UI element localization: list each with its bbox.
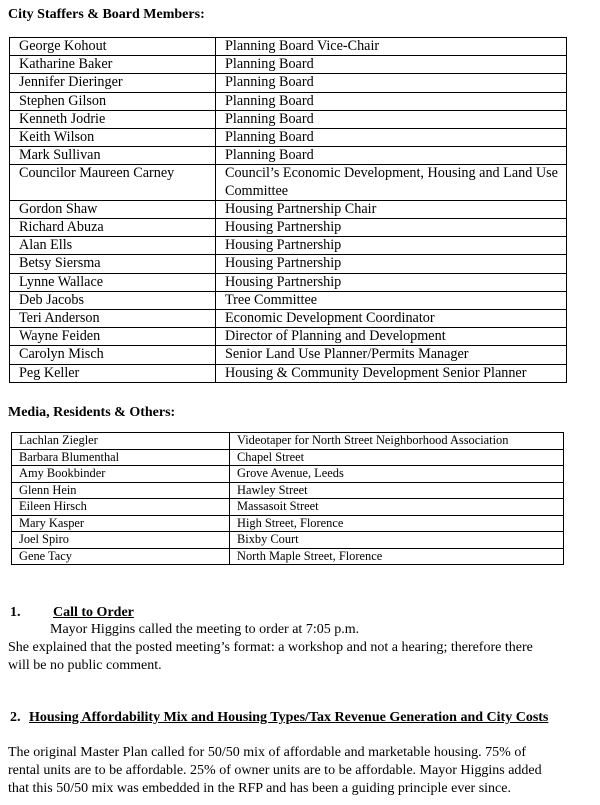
name-cell: Lynne Wallace bbox=[10, 273, 216, 291]
media-row bbox=[12, 449, 564, 466]
section-2-text-line: that this 50/50 mix was embedded in the RFP and has been a guiding principle ever since. bbox=[8, 781, 511, 796]
section-1-number: 1. bbox=[10, 605, 21, 620]
role-cell: Planning Board bbox=[216, 56, 567, 74]
staff-row bbox=[10, 291, 567, 309]
staff-row bbox=[10, 74, 567, 92]
name-cell: Eileen Hirsch bbox=[12, 499, 230, 516]
name-cell: Jennifer Dieringer bbox=[10, 74, 216, 92]
name-cell: Barbara Blumenthal bbox=[12, 449, 230, 466]
staff-row bbox=[10, 110, 567, 128]
media-row bbox=[12, 466, 564, 483]
role-cell: Massasoit Street bbox=[230, 499, 564, 516]
role-cell: Director of Planning and Development bbox=[216, 328, 567, 346]
role-cell: Planning Board Vice-Chair bbox=[216, 38, 567, 56]
section-1-text-line: Mayor Higgins called the meeting to order at 7:05 p.m. bbox=[50, 622, 360, 637]
staff-row bbox=[10, 346, 567, 364]
name-cell: Gordon Shaw bbox=[10, 200, 216, 218]
staff-row bbox=[10, 364, 567, 382]
role-cell: Planning Board bbox=[216, 110, 567, 128]
name-cell: Keith Wilson bbox=[10, 129, 216, 147]
staff-row bbox=[10, 310, 567, 328]
media-row bbox=[12, 515, 564, 532]
name-cell: Councilor Maureen Carney bbox=[10, 165, 216, 200]
name-cell: Wayne Feiden bbox=[10, 328, 216, 346]
name-cell: Gene Tacy bbox=[12, 548, 230, 565]
name-cell: George Kohout bbox=[10, 38, 216, 56]
role-cell: Housing Partnership Chair bbox=[216, 200, 567, 218]
name-cell: Teri Anderson bbox=[10, 310, 216, 328]
section-2-text-line: The original Master Plan called for 50/50 mix of affordable and marketable housing. 75% of bbox=[8, 745, 526, 760]
name-cell: Amy Bookbinder bbox=[12, 466, 230, 483]
staff-row bbox=[10, 237, 567, 255]
section-2-number: 2. bbox=[10, 710, 21, 725]
staff-heading: City Staffers & Board Members: bbox=[8, 7, 205, 22]
section-2-title: Housing Affordability Mix and Housing Types/Tax Revenue Generation and City Costs bbox=[29, 710, 549, 725]
name-cell: Mary Kasper bbox=[12, 515, 230, 532]
media-row bbox=[12, 532, 564, 549]
staff-row bbox=[10, 56, 567, 74]
staff-row bbox=[10, 38, 567, 56]
name-cell: Deb Jacobs bbox=[10, 291, 216, 309]
staff-table bbox=[9, 37, 567, 383]
name-cell: Joel Spiro bbox=[12, 532, 230, 549]
name-cell: Lachlan Ziegler bbox=[12, 433, 230, 450]
section-1-text-line: will be no public comment. bbox=[8, 658, 162, 673]
role-cell: Planning Board bbox=[216, 74, 567, 92]
media-heading: Media, Residents & Others: bbox=[8, 405, 176, 420]
name-cell: Carolyn Misch bbox=[10, 346, 216, 364]
staff-row bbox=[10, 328, 567, 346]
staff-row bbox=[10, 129, 567, 147]
name-cell: Peg Keller bbox=[10, 364, 216, 382]
role-cell: Planning Board bbox=[216, 129, 567, 147]
role-cell: North Maple Street, Florence bbox=[230, 548, 564, 565]
staff-row bbox=[10, 273, 567, 291]
section-2-text-line: rental units are to be affordable. 25% of owner units are to be affordable. Mayor Higgins added bbox=[8, 763, 542, 778]
role-cell: Housing Partnership bbox=[216, 237, 567, 255]
media-row bbox=[12, 548, 564, 565]
name-cell: Alan Ells bbox=[10, 237, 216, 255]
role-cell: Planning Board bbox=[216, 147, 567, 165]
staff-row bbox=[10, 147, 567, 165]
media-table bbox=[11, 432, 564, 565]
role-cell: Planning Board bbox=[216, 92, 567, 110]
staff-row bbox=[10, 200, 567, 218]
role-cell: High Street, Florence bbox=[230, 515, 564, 532]
role-cell: Housing Partnership bbox=[216, 255, 567, 273]
name-cell: Betsy Siersma bbox=[10, 255, 216, 273]
staff-row bbox=[10, 255, 567, 273]
role-cell: Housing Partnership bbox=[216, 273, 567, 291]
role-cell: Senior Land Use Planner/Permits Manager bbox=[216, 346, 567, 364]
staff-row bbox=[10, 219, 567, 237]
role-cell: Tree Committee bbox=[216, 291, 567, 309]
name-cell: Stephen Gilson bbox=[10, 92, 216, 110]
role-cell: Economic Development Coordinator bbox=[216, 310, 567, 328]
media-row bbox=[12, 482, 564, 499]
role-cell: Housing & Community Development Senior Planner bbox=[216, 364, 567, 382]
media-row bbox=[12, 433, 564, 450]
role-cell: Hawley Street bbox=[230, 482, 564, 499]
name-cell: Katharine Baker bbox=[10, 56, 216, 74]
name-cell: Richard Abuza bbox=[10, 219, 216, 237]
name-cell: Mark Sullivan bbox=[10, 147, 216, 165]
role-cell: Videotaper for North Street Neighborhood Association bbox=[230, 433, 564, 450]
media-row bbox=[12, 499, 564, 516]
role-cell: Grove Avenue, Leeds bbox=[230, 466, 564, 483]
staff-row bbox=[10, 92, 567, 110]
role-cell: Council’s Economic Development, Housing and Land Use Committee bbox=[216, 165, 567, 200]
name-cell: Kenneth Jodrie bbox=[10, 110, 216, 128]
role-cell: Housing Partnership bbox=[216, 219, 567, 237]
name-cell: Glenn Hein bbox=[12, 482, 230, 499]
role-cell: Bixby Court bbox=[230, 532, 564, 549]
section-1-text-line: She explained that the posted meeting’s format: a workshop and not a hearing; therefore there bbox=[8, 640, 533, 655]
staff-row bbox=[10, 165, 567, 200]
role-cell: Chapel Street bbox=[230, 449, 564, 466]
section-1-title: Call to Order bbox=[53, 605, 134, 620]
